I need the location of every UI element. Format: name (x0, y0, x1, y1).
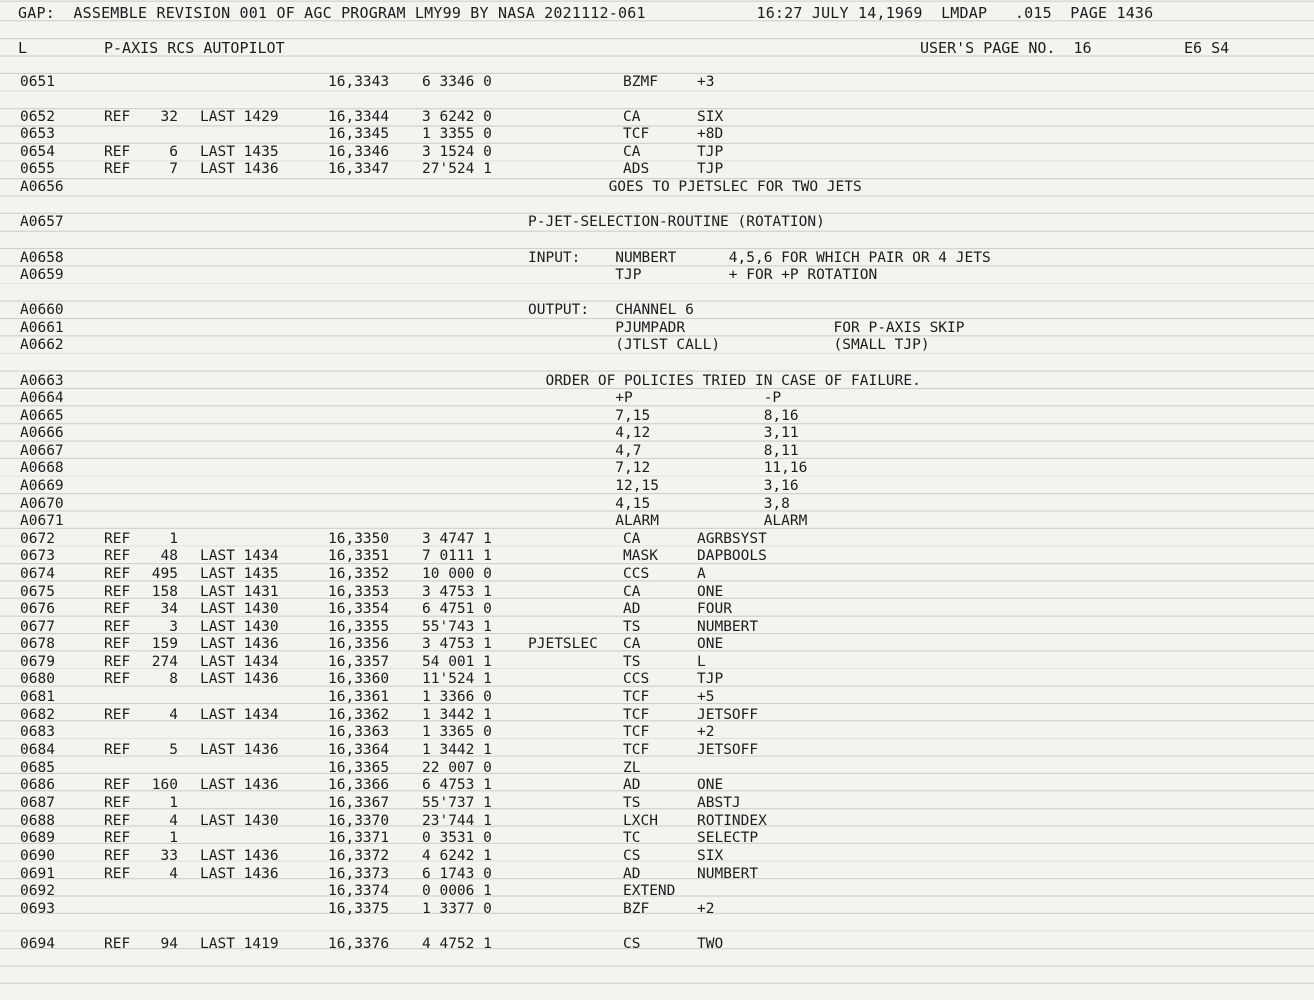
last-ref: LAST 1436 (200, 866, 279, 882)
ref-count: 160 (151, 777, 178, 793)
line-number: 0683 (20, 724, 55, 740)
opcode: MASK (623, 548, 658, 564)
ref-count: 1 (169, 531, 178, 547)
line-number: A0660 (20, 302, 64, 318)
listing-row (0, 126, 1314, 143)
listing-row (0, 179, 1314, 196)
line-number: A0661 (20, 320, 64, 336)
comment: PJUMPADR FOR P-AXIS SKIP (528, 320, 965, 336)
listing-row (0, 267, 1314, 284)
machine-code: 6 4751 0 (422, 601, 492, 617)
machine-code: 3 6242 0 (422, 109, 492, 125)
ref-count: 495 (151, 566, 178, 582)
listing-row (0, 496, 1314, 513)
machine-code: 10 000 0 (422, 566, 492, 582)
last-ref: LAST 1434 (200, 654, 279, 670)
line-number: 0694 (20, 936, 55, 952)
opcode: TC (623, 830, 641, 846)
comment: OUTPUT: CHANNEL 6 (528, 302, 694, 318)
memory-address: 16,3350 (328, 531, 390, 547)
line-number: 0685 (20, 760, 55, 776)
opcode: TS (623, 795, 641, 811)
machine-code: 27'524 1 (422, 161, 492, 177)
last-ref: LAST 1434 (200, 548, 279, 564)
machine-code: 1 3442 1 (422, 707, 492, 723)
memory-address: 16,3362 (328, 707, 390, 723)
line-number: 0691 (20, 866, 55, 882)
line-number: 0688 (20, 813, 55, 829)
memory-address: 16,3367 (328, 795, 390, 811)
ref-count: 48 (160, 548, 178, 564)
memory-address: 16,3343 (328, 74, 390, 90)
ref-count: 8 (169, 671, 178, 687)
operand: JETSOFF (697, 707, 759, 723)
opcode: CCS (623, 566, 650, 582)
memory-address: 16,3355 (328, 619, 390, 635)
listing-row (0, 250, 1314, 267)
opcode: CA (623, 531, 641, 547)
memory-address: 16,3357 (328, 654, 390, 670)
listing-row (0, 74, 1314, 91)
section-title: P-AXIS RCS AUTOPILOT (104, 39, 285, 57)
memory-address: 16,3345 (328, 126, 390, 142)
ref-marker: REF (104, 161, 131, 177)
listing-row (0, 742, 1314, 759)
opcode: AD (623, 777, 641, 793)
opcode: TCF (623, 742, 650, 758)
operand: +2 (697, 724, 715, 740)
line-number: A0658 (20, 250, 64, 266)
listing-row (0, 654, 1314, 671)
listing-row (0, 830, 1314, 847)
last-ref: LAST 1419 (200, 936, 279, 952)
ref-marker: REF (104, 795, 131, 811)
ref-marker: REF (104, 813, 131, 829)
opcode: LXCH (623, 813, 658, 829)
operand: DAPBOOLS (697, 548, 767, 564)
ref-count: 1 (169, 830, 178, 846)
line-number: 0677 (20, 619, 55, 635)
users-page-number: USER'S PAGE NO. 16 (920, 39, 1092, 57)
comment: P-JET-SELECTION-ROUTINE (ROTATION) (528, 214, 825, 230)
last-ref: LAST 1436 (200, 161, 279, 177)
memory-address: 16,3372 (328, 848, 390, 864)
line-number: 0687 (20, 795, 55, 811)
ref-marker: REF (104, 566, 131, 582)
machine-code: 0 0006 1 (422, 883, 492, 899)
machine-code: 4 6242 1 (422, 848, 492, 864)
memory-address: 16,3366 (328, 777, 390, 793)
line-number: A0668 (20, 460, 64, 476)
listing-row (0, 848, 1314, 865)
memory-address: 16,3371 (328, 830, 390, 846)
listing-row (0, 109, 1314, 126)
memory-address: 16,3346 (328, 144, 390, 160)
line-number: 0676 (20, 601, 55, 617)
listing-row (0, 513, 1314, 530)
opcode: CS (623, 848, 641, 864)
line-number: 0689 (20, 830, 55, 846)
opcode: TCF (623, 724, 650, 740)
comment: 4,12 3,11 (528, 425, 799, 441)
line-number: A0656 (20, 179, 64, 195)
last-ref: LAST 1431 (200, 584, 279, 600)
opcode: CA (623, 636, 641, 652)
memory-address: 16,3370 (328, 813, 390, 829)
listing-row (0, 478, 1314, 495)
ref-marker: REF (104, 936, 131, 952)
machine-code: 6 4753 1 (422, 777, 492, 793)
ref-count: 1 (169, 795, 178, 811)
ref-count: 33 (160, 848, 178, 864)
machine-code: 3 1524 0 (422, 144, 492, 160)
memory-address: 16,3351 (328, 548, 390, 564)
operand: ROTINDEX (697, 813, 767, 829)
listing-row (0, 671, 1314, 688)
line-number: 0675 (20, 584, 55, 600)
listing-row (0, 601, 1314, 618)
ref-marker: REF (104, 636, 131, 652)
machine-code: 1 3366 0 (422, 689, 492, 705)
operand: JETSOFF (697, 742, 759, 758)
ref-count: 32 (160, 109, 178, 125)
comment: ALARM ALARM (528, 513, 808, 529)
operand: ONE (697, 636, 724, 652)
memory-address: 16,3353 (328, 584, 390, 600)
listing-header: GAP: ASSEMBLE REVISION 001 OF AGC PROGRAM LMY99 BY NASA 2021112-061 16:27 JULY 14,1969 LMDAP .015 PAGE 1436 (18, 4, 1154, 22)
ref-count: 158 (151, 584, 178, 600)
line-number: 0680 (20, 671, 55, 687)
ref-marker: REF (104, 531, 131, 547)
operand: TJP (697, 671, 724, 687)
listing-row (0, 390, 1314, 407)
listing-row (0, 566, 1314, 583)
ref-marker: REF (104, 601, 131, 617)
line-number: A0662 (20, 337, 64, 353)
memory-address: 16,3375 (328, 901, 390, 917)
operand: SIX (697, 848, 724, 864)
last-ref: LAST 1430 (200, 601, 279, 617)
line-number: A0663 (20, 373, 64, 389)
last-ref: LAST 1430 (200, 813, 279, 829)
listing-row (0, 901, 1314, 918)
listing-row (0, 936, 1314, 953)
listing-row (0, 795, 1314, 812)
operand: NUMBERT (697, 866, 759, 882)
listing-row (0, 460, 1314, 477)
machine-code: 3 4747 1 (422, 531, 492, 547)
comment: 4,7 8,11 (528, 443, 799, 459)
opcode: TCF (623, 707, 650, 723)
last-ref: LAST 1436 (200, 671, 279, 687)
memory-address: 16,3374 (328, 883, 390, 899)
ref-marker: REF (104, 742, 131, 758)
comment: INPUT: NUMBERT 4,5,6 FOR WHICH PAIR OR 4 JETS (528, 250, 991, 266)
listing-row (0, 619, 1314, 636)
memory-address: 16,3364 (328, 742, 390, 758)
line-number: A0670 (20, 496, 64, 512)
machine-code: 0 3531 0 (422, 830, 492, 846)
ref-marker: REF (104, 654, 131, 670)
line-number: A0665 (20, 408, 64, 424)
listing-row (0, 531, 1314, 548)
comment: GOES TO PJETSLEC FOR TWO JETS (530, 179, 862, 195)
listing-row (0, 724, 1314, 741)
listing-row (0, 760, 1314, 777)
listing-row (0, 161, 1314, 178)
opcode: ADS (623, 161, 650, 177)
machine-code: 22 007 0 (422, 760, 492, 776)
ref-count: 94 (160, 936, 178, 952)
last-ref: LAST 1436 (200, 742, 279, 758)
last-ref: LAST 1435 (200, 566, 279, 582)
listing-row (0, 777, 1314, 794)
operand: TJP (697, 144, 724, 160)
comment: (JTLST CALL) (SMALL TJP) (528, 337, 930, 353)
line-number: 0673 (20, 548, 55, 564)
listing-row (0, 302, 1314, 319)
machine-code: 1 3355 0 (422, 126, 492, 142)
listing-row (0, 373, 1314, 390)
operand: +8D (697, 126, 724, 142)
opcode: EXTEND (623, 883, 676, 899)
listing-row (0, 813, 1314, 830)
ref-marker: REF (104, 584, 131, 600)
last-ref: LAST 1434 (200, 707, 279, 723)
listing-row (0, 689, 1314, 706)
machine-code: 4 4752 1 (422, 936, 492, 952)
operand: +2 (697, 901, 715, 917)
line-number: A0669 (20, 478, 64, 494)
comment: +P -P (528, 390, 782, 406)
listing-row (0, 707, 1314, 724)
listing-row (0, 320, 1314, 337)
memory-address: 16,3347 (328, 161, 390, 177)
operand: AGRBSYST (697, 531, 767, 547)
machine-code: 6 3346 0 (422, 74, 492, 90)
memory-address: 16,3373 (328, 866, 390, 882)
ref-marker: REF (104, 848, 131, 864)
line-number: 0674 (20, 566, 55, 582)
operand: NUMBERT (697, 619, 759, 635)
line-number: 0681 (20, 689, 55, 705)
machine-code: 3 4753 1 (422, 584, 492, 600)
operand: SELECTP (697, 830, 759, 846)
comment: 12,15 3,16 (528, 478, 799, 494)
last-ref: LAST 1430 (200, 619, 279, 635)
memory-address: 16,3361 (328, 689, 390, 705)
listing-row (0, 443, 1314, 460)
comment: TJP + FOR +P ROTATION (528, 267, 878, 283)
memory-address: 16,3356 (328, 636, 390, 652)
operand: +3 (697, 74, 715, 90)
listing-row (0, 214, 1314, 231)
opcode: BZF (623, 901, 650, 917)
last-ref: LAST 1436 (200, 777, 279, 793)
ref-count: 6 (169, 144, 178, 160)
symbol-label: PJETSLEC (528, 636, 598, 652)
memory-address: 16,3352 (328, 566, 390, 582)
line-number: 0655 (20, 161, 55, 177)
last-ref: LAST 1436 (200, 848, 279, 864)
line-number: 0693 (20, 901, 55, 917)
last-ref: LAST 1436 (200, 636, 279, 652)
last-ref: LAST 1429 (200, 109, 279, 125)
opcode: CA (623, 109, 641, 125)
memory-address: 16,3344 (328, 109, 390, 125)
ref-marker: REF (104, 548, 131, 564)
memory-address: 16,3365 (328, 760, 390, 776)
opcode: CS (623, 936, 641, 952)
memory-address: 16,3376 (328, 936, 390, 952)
machine-code: 23'744 1 (422, 813, 492, 829)
ref-marker: REF (104, 109, 131, 125)
ref-count: 3 (169, 619, 178, 635)
line-number: A0659 (20, 267, 64, 283)
last-ref: LAST 1435 (200, 144, 279, 160)
line-number: 0654 (20, 144, 55, 160)
machine-code: 3 4753 1 (422, 636, 492, 652)
listing-row (0, 584, 1314, 601)
opcode: AD (623, 601, 641, 617)
machine-code: 7 0111 1 (422, 548, 492, 564)
opcode: AD (623, 866, 641, 882)
machine-code: 54 001 1 (422, 654, 492, 670)
listing-row (0, 548, 1314, 565)
line-number: 0692 (20, 883, 55, 899)
opcode: TS (623, 619, 641, 635)
operand: ABSTJ (697, 795, 741, 811)
ref-count: 5 (169, 742, 178, 758)
memory-address: 16,3354 (328, 601, 390, 617)
listing-row (0, 144, 1314, 161)
ref-count: 4 (169, 813, 178, 829)
opcode: CA (623, 144, 641, 160)
opcode: TS (623, 654, 641, 670)
ref-marker: REF (104, 866, 131, 882)
line-number: 0690 (20, 848, 55, 864)
opcode: BZMF (623, 74, 658, 90)
opcode: CA (623, 584, 641, 600)
listing-row (0, 425, 1314, 442)
machine-code: 55'743 1 (422, 619, 492, 635)
listing-row (0, 408, 1314, 425)
ref-marker: REF (104, 777, 131, 793)
ref-count: 159 (151, 636, 178, 652)
opcode: CCS (623, 671, 650, 687)
line-number: 0679 (20, 654, 55, 670)
ref-count: 4 (169, 866, 178, 882)
ref-count: 34 (160, 601, 178, 617)
operand: SIX (697, 109, 724, 125)
ref-count: 7 (169, 161, 178, 177)
line-number: 0678 (20, 636, 55, 652)
comment: 7,12 11,16 (528, 460, 808, 476)
ref-marker: REF (104, 830, 131, 846)
line-number: 0682 (20, 707, 55, 723)
operand: FOUR (697, 601, 732, 617)
machine-code: 1 3365 0 (422, 724, 492, 740)
subheader-code: L (18, 39, 28, 57)
operand: ONE (697, 584, 724, 600)
operand: ONE (697, 777, 724, 793)
operand: TJP (697, 161, 724, 177)
listing-row (0, 337, 1314, 354)
listing-row (0, 866, 1314, 883)
comment: 7,15 8,16 (528, 408, 799, 424)
line-number: A0667 (20, 443, 64, 459)
line-number: 0684 (20, 742, 55, 758)
operand: L (697, 654, 706, 670)
opcode: TCF (623, 689, 650, 705)
comment: 4,15 3,8 (528, 496, 790, 512)
opcode: TCF (623, 126, 650, 142)
listing-row (0, 883, 1314, 900)
line-number: A0666 (20, 425, 64, 441)
memory-address: 16,3363 (328, 724, 390, 740)
operand: A (697, 566, 706, 582)
line-number: A0657 (20, 214, 64, 230)
ref-count: 274 (151, 654, 178, 670)
ref-count: 4 (169, 707, 178, 723)
ref-marker: REF (104, 707, 131, 723)
machine-code: 1 3442 1 (422, 742, 492, 758)
opcode: ZL (623, 760, 641, 776)
machine-code: 55'737 1 (422, 795, 492, 811)
line-number: 0652 (20, 109, 55, 125)
line-number: 0686 (20, 777, 55, 793)
listing-row (0, 636, 1314, 653)
line-number: 0651 (20, 74, 55, 90)
ref-marker: REF (104, 619, 131, 635)
operand: TWO (697, 936, 724, 952)
ref-marker: REF (104, 144, 131, 160)
comment: ORDER OF POLICIES TRIED IN CASE OF FAILURE. (528, 373, 921, 389)
line-number: 0653 (20, 126, 55, 142)
ref-marker: REF (104, 671, 131, 687)
line-number: 0672 (20, 531, 55, 547)
operand: +5 (697, 689, 715, 705)
machine-code: 6 1743 0 (422, 866, 492, 882)
line-number: A0664 (20, 390, 64, 406)
line-number: A0671 (20, 513, 64, 529)
memory-address: 16,3360 (328, 671, 390, 687)
machine-code: 11'524 1 (422, 671, 492, 687)
machine-code: 1 3377 0 (422, 901, 492, 917)
sheet-code: E6 S4 (1184, 39, 1230, 57)
